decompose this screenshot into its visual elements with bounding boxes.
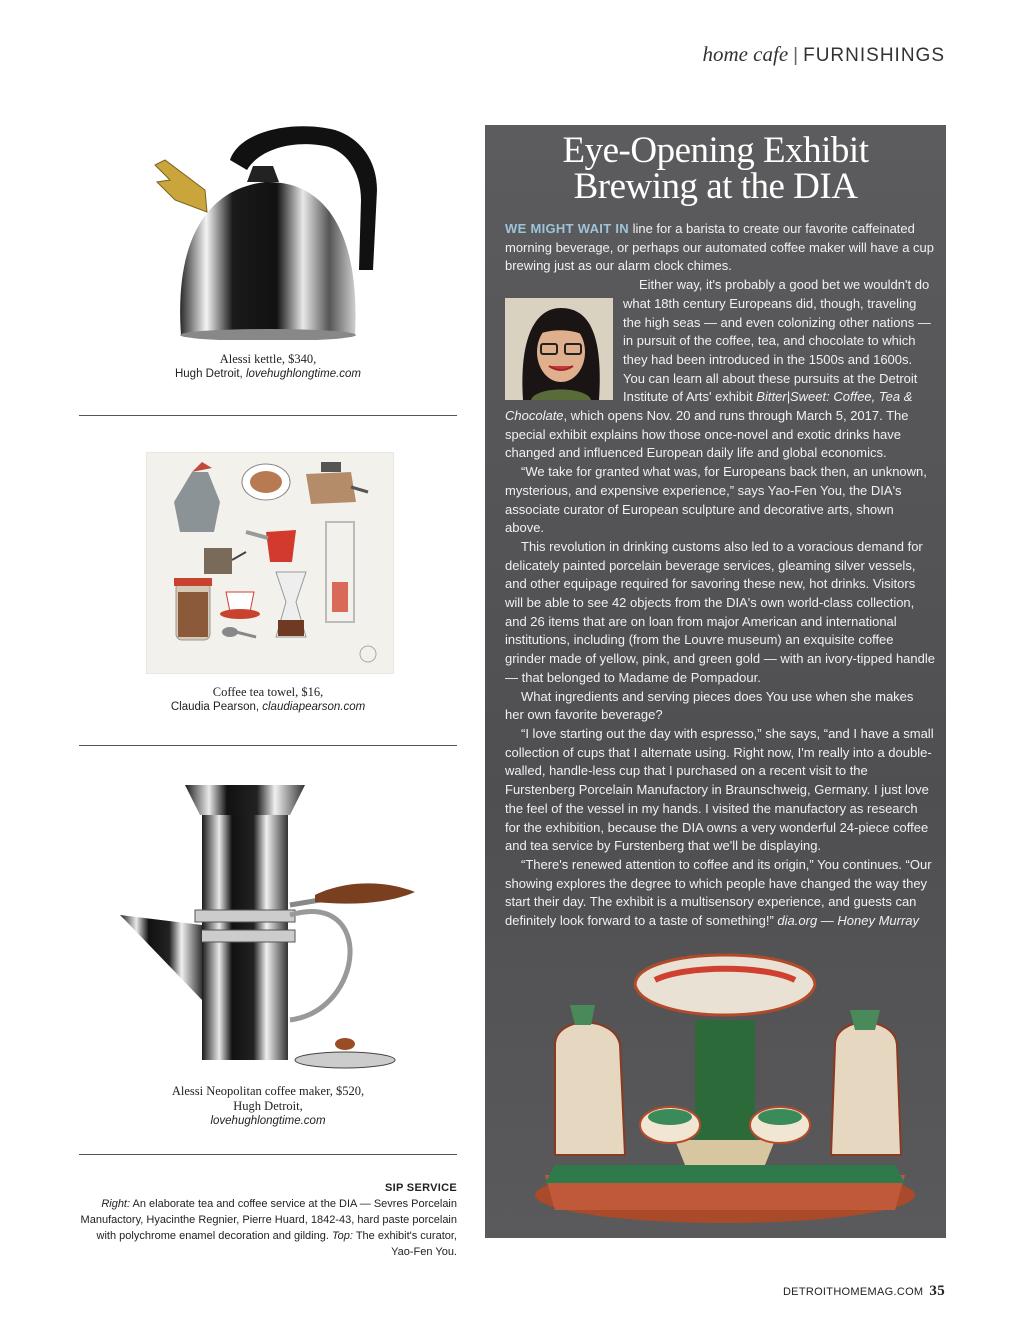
sip-right-label: Right: — [101, 1198, 131, 1210]
divider-2 — [79, 745, 457, 746]
page-footer — [783, 1283, 945, 1300]
kettle-image — [145, 120, 390, 340]
kettle-name: Alessi kettle, $340, — [219, 352, 317, 366]
article-paragraph-2 — [505, 276, 935, 463]
coffee-maker-store: Hugh Detroit, — [233, 1099, 303, 1113]
towel-url[interactable]: claudiapearson.com — [262, 701, 366, 713]
kettle-url[interactable]: lovehughlongtime.com — [245, 368, 362, 380]
sip-top-text: The exhibit's curator, Yao-Fen You. — [352, 1230, 457, 1258]
article-paragraph-7 — [505, 856, 935, 931]
sip-top-label: Top: — [331, 1230, 353, 1242]
article-title-line-1: Eye-Opening Exhibit — [562, 130, 869, 171]
article-p7-text: “There's renewed attention to coffee and its origin,” You continues. “Our showing explores the degree to which people have changed the way they start their day. The exhibit is a multisensory experience, and guests can definitely look forward to a taste of something!” — [505, 856, 932, 929]
page-number: 35 — [929, 1283, 945, 1299]
article-title — [485, 130, 946, 207]
sip-service-text — [79, 1196, 457, 1260]
section-header — [702, 42, 945, 67]
article-p1-text: line for a barista to create our favorite caffeinated morning beverage, or perhaps our automated coffee maker will have a cup brewing just as our alarm clock chimes. — [505, 221, 935, 274]
curator-portrait-drawing — [505, 298, 613, 400]
tea-towel-image — [146, 452, 394, 674]
exhibit-title: Bitter|Sweet: Coffee, Tea & Chocolate — [505, 389, 913, 424]
article-credit: dia.org — Honey Murray — [777, 913, 920, 929]
article-title-line-2: Brewing at the DIA — [573, 166, 858, 207]
coffee-maker-name: Alessi Neopolitan coffee maker, $520, — [171, 1084, 365, 1098]
divider-1 — [79, 415, 457, 416]
footer-site[interactable]: DETROITHOMEMAG.COM — [782, 1286, 924, 1298]
section-header-separator: | — [793, 45, 799, 66]
article-panel — [485, 125, 946, 1238]
kettle-store: Hugh Detroit, — [174, 368, 246, 380]
article-paragraph-3: “We take for granted what was, for Europeans back then, an unknown, mysterious, and expensive experience,” says Yao-Fen You, the DIA's associate curator of European sculpture and decorative arts, shown above. — [505, 464, 927, 536]
article-paragraph-4: This revolution in drinking customs also led to a voracious demand for delicately painted porcelain beverage services, gleaming silver vessels, and other equipage required for savoring these new, hot drinks. Visitors will be able to see 42 objects from the DIA's own world-class collection, and 26 items that are on loan from major American and international institutions, including (from the Louvre museum) an exquisite coffee grinder made of yellow, pink, and green gold — with an ivory-tipped handle — that belonged to Madame de Pompadour. — [505, 538, 935, 685]
sip-right-text: An elaborate tea and coffee service at the DIA — Sevres Porcelain Manufactory, Hyacinthe Regnier, Pierre Huard, 1842-43, hard paste porcelain with polychrome enamel decoration and gilding. — [80, 1198, 457, 1242]
article-paragraph-5: What ingredients and serving pieces does You use when she makes her own favorite beverage? — [505, 688, 914, 723]
article-paragraph-6: “I love starting out the day with espresso,” she says, “and I have a small collection of cups that I alternate using. Right now, I'm really into a double-walled, handle-less cup that I purchased on a recent visit to the Furstenberg Porcelain Manufactory in Braunschweig, Germany. I just love the feel of the vessel in my hands. I visited the manufactory as research for the exhibition, because the DIA owns a very wonderful 24-piece coffee and tea service by Furstenberg that we'll be displaying. — [505, 725, 934, 854]
section-header-italic: home cafe — [702, 42, 789, 66]
divider-3 — [79, 1154, 457, 1155]
article-paragraph-1 — [505, 220, 935, 276]
article-p2-text-b: , which opens Nov. 20 and runs through March 5, 2017. The special exhibit explains how those once-novel and exotic drinks have changed and influenced European daily life and global economics. — [505, 408, 909, 461]
sip-service-heading: SIP SERVICE — [385, 1182, 457, 1194]
porcelain-service-image — [525, 925, 925, 1230]
kettle-caption — [79, 352, 457, 382]
coffee-maker-caption — [79, 1084, 457, 1129]
towel-store: Claudia Pearson, — [170, 701, 263, 713]
coffee-maker-image — [115, 780, 420, 1072]
towel-name: Coffee tea towel, $16, — [212, 685, 324, 699]
coffee-maker-url[interactable]: lovehughlongtime.com — [210, 1115, 326, 1127]
sip-service-caption — [79, 1180, 457, 1260]
article-p2-text-a: Either way, it's probably a good bet we wouldn't do what 18th century Europeans did, though, traveling the high seas — and even colonizing other nations — in pursuit of the coffee, tea, and chocolate to which they had been introduced in the 1500s and 1600s. You can learn all about these pursuits at the Detroit Institute of Arts' exhibit — [623, 277, 931, 405]
section-header-title: FURNISHINGS — [803, 45, 945, 66]
article-body — [505, 220, 935, 931]
towel-caption — [79, 685, 457, 715]
article-lead-in: WE MIGHT WAIT IN — [505, 221, 629, 236]
curator-portrait — [505, 298, 613, 400]
